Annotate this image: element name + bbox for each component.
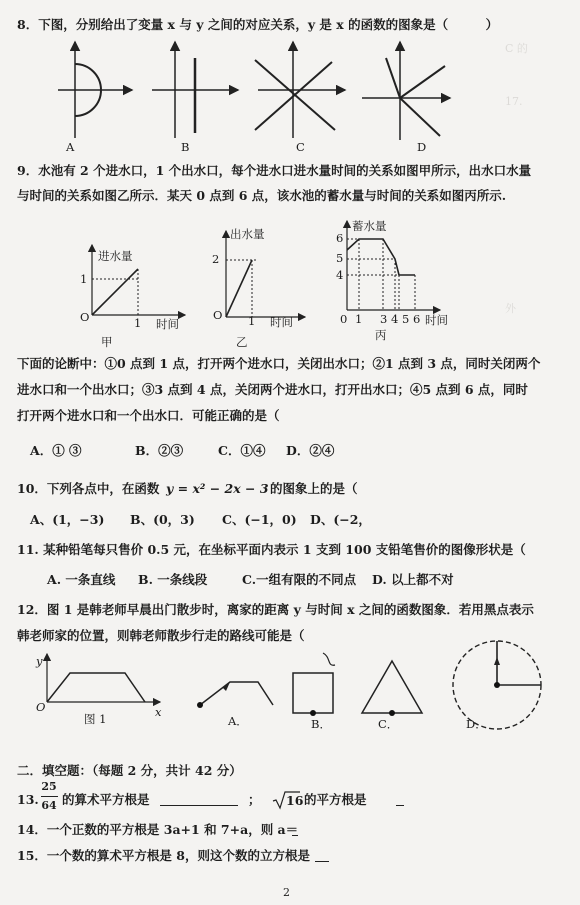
q15-blank[interactable] bbox=[315, 849, 329, 862]
q14-blank[interactable] bbox=[292, 823, 298, 836]
q8-graph-a bbox=[58, 42, 132, 138]
q8-text: 8．下图，分别给出了变量 x 与 y 之间的对应关系，y 是 x 的函数的图象是（ ） bbox=[17, 17, 499, 32]
q11-option-d: D. 以上都不对 bbox=[372, 572, 454, 587]
fig-bing-caption: 丙 bbox=[375, 328, 387, 342]
q9-stmt1: 下面的论断中：①0 点到 1 点，打开两个进水口，关闭出水口；②1 点到 3 点，同时关闭两个 bbox=[17, 356, 541, 371]
q9-line2: 与时间的关系如图乙所示．某天 0 点到 6 点，该水池的蓄水量与时间的关系如图丙所示. bbox=[17, 188, 507, 203]
fig-jia-caption: 甲 bbox=[101, 335, 113, 349]
q9-stmt2: 进水口和一个出水口；③3 点到 4 点，关闭两个进水口，打开出水口；④5 点到 6 点，同时 bbox=[17, 382, 528, 397]
fig-yi-x1: 1 bbox=[248, 314, 256, 328]
q10-text-post: 的图象上的是（ bbox=[270, 481, 358, 496]
fig-bing-xtick-5: 5 bbox=[402, 312, 410, 326]
q10-option-b: B、(0，3) bbox=[130, 512, 195, 527]
fig-bing-ytick-4: 4 bbox=[336, 268, 344, 282]
q9-option-b: B．②③ bbox=[135, 443, 184, 458]
q13-sep: ； bbox=[248, 792, 261, 807]
q12-line2: 韩老师家的位置，则韩老师散步行走的路线可能是（ bbox=[17, 628, 305, 643]
q12-label-b: B． bbox=[311, 717, 331, 731]
fig-bing-ytick-6: 6 bbox=[336, 231, 344, 245]
fig-jia-ylabel: 进水量 bbox=[98, 249, 133, 263]
fig-yi-y2: 2 bbox=[212, 252, 220, 266]
q9-option-d: D．②④ bbox=[286, 443, 335, 458]
q15-text: 15．一个数的算术平方根是 8，则这个数的立方根是 bbox=[17, 848, 310, 863]
fig-bing-ylabel: 蓄水量 bbox=[352, 219, 387, 233]
q10-option-d: D、(−2， bbox=[310, 512, 371, 527]
q13-tail: 的平方根是 bbox=[304, 792, 367, 807]
q12-route-c bbox=[352, 653, 432, 723]
fig-bing-xlabel: 时间 bbox=[425, 313, 448, 327]
q12-fig-caption: 图 1 bbox=[84, 712, 107, 726]
fig-bing-xtick-1: 1 bbox=[355, 312, 363, 326]
q11-option-b: B. 一条线段 bbox=[138, 572, 208, 587]
q13-num: 13. bbox=[17, 792, 39, 807]
q8-label-b: B bbox=[181, 140, 190, 154]
q12-label-c: C． bbox=[378, 717, 399, 731]
q12-route-b bbox=[283, 645, 353, 725]
fig-jia-y1: 1 bbox=[80, 272, 88, 286]
q10-function: y = x² − 2x − 3 bbox=[166, 481, 269, 496]
fig-bing-xtick-3: 3 bbox=[380, 312, 388, 326]
q13-frac-den: 64 bbox=[41, 799, 57, 812]
q8-graph-b bbox=[152, 42, 238, 138]
fig-jia-origin: O bbox=[80, 310, 90, 324]
fig-yi-caption: 乙 bbox=[236, 335, 248, 349]
q12-fig-y: y bbox=[36, 654, 43, 668]
q8-label-c: C bbox=[296, 140, 305, 154]
q11-option-a: A. 一条直线 bbox=[47, 572, 116, 587]
page-number: 2 bbox=[283, 886, 290, 899]
fig-yi-origin: O bbox=[213, 308, 223, 322]
fig-jia-xlabel: 时间 bbox=[156, 317, 179, 331]
fig-bing-xtick-0: 0 bbox=[340, 312, 348, 326]
q12-fig-x: x bbox=[155, 705, 162, 719]
q13-blank-2[interactable] bbox=[396, 793, 404, 806]
fig-yi-graph bbox=[200, 225, 320, 345]
q9-option-a: A．① ③ bbox=[30, 443, 82, 458]
fig-bing-ytick-5: 5 bbox=[336, 251, 344, 265]
q8-graphs bbox=[0, 38, 580, 148]
q13-frac-bar bbox=[41, 796, 58, 797]
q12-label-d: D． bbox=[466, 717, 487, 731]
q12-label-a: A． bbox=[228, 714, 248, 728]
q10-option-a: A、(1，−3) bbox=[30, 512, 105, 527]
q9-line1: 9．水池有 2 个进水口，1 个出水口，每个进水口进水量时间的关系如图甲所示，出水口水量 bbox=[17, 163, 532, 178]
fig-yi-xlabel: 时间 bbox=[270, 315, 293, 329]
section-2-heading: 二．填空题：（每题 2 分，共计 42 分） bbox=[17, 763, 242, 778]
q9-option-c: C．①④ bbox=[218, 443, 266, 458]
q8-label-d: D bbox=[417, 140, 427, 154]
q10-option-c: C、(−1，0) bbox=[222, 512, 297, 527]
q12-fig-origin: O bbox=[36, 700, 46, 714]
q8-graph-d bbox=[362, 42, 450, 140]
q11-option-c: C.一组有限的不同点 bbox=[242, 572, 357, 587]
q8-label-a: A bbox=[66, 140, 75, 154]
q13-sqrt-value: 16 bbox=[286, 793, 304, 808]
q12-line1: 12．图 1 是韩老师早晨出门散步时，离家的距离 y 与时间 x 之间的函数图象．若用黑点表示 bbox=[17, 602, 534, 617]
q13-blank-1[interactable] bbox=[160, 793, 238, 806]
q13-frac-num: 25 bbox=[41, 780, 57, 793]
q13-mid: 的算术平方根是 bbox=[62, 792, 150, 807]
q12-route-d bbox=[442, 635, 552, 745]
q14-text: 14．一个正数的平方根是 3a+1 和 7+a，则 a＝ bbox=[17, 822, 299, 837]
fig-bing-xtick-6: 6 bbox=[413, 312, 421, 326]
fig-jia-x1: 1 bbox=[134, 316, 142, 330]
fig-bing-xtick-4: 4 bbox=[391, 312, 399, 326]
q10-text-pre: 10．下列各点中，在函数 bbox=[17, 481, 160, 496]
q9-stmt3: 打开两个进水口和一个出水口．可能正确的是（ bbox=[17, 408, 280, 423]
fig-yi-ylabel: 出水量 bbox=[230, 227, 265, 241]
q11-text: 11. 某种铅笔每只售价 0.5 元，在坐标平面内表示 1 支到 100 支铅笔售价的图像形状是（ bbox=[17, 542, 526, 557]
q8-graph-c bbox=[255, 42, 345, 138]
